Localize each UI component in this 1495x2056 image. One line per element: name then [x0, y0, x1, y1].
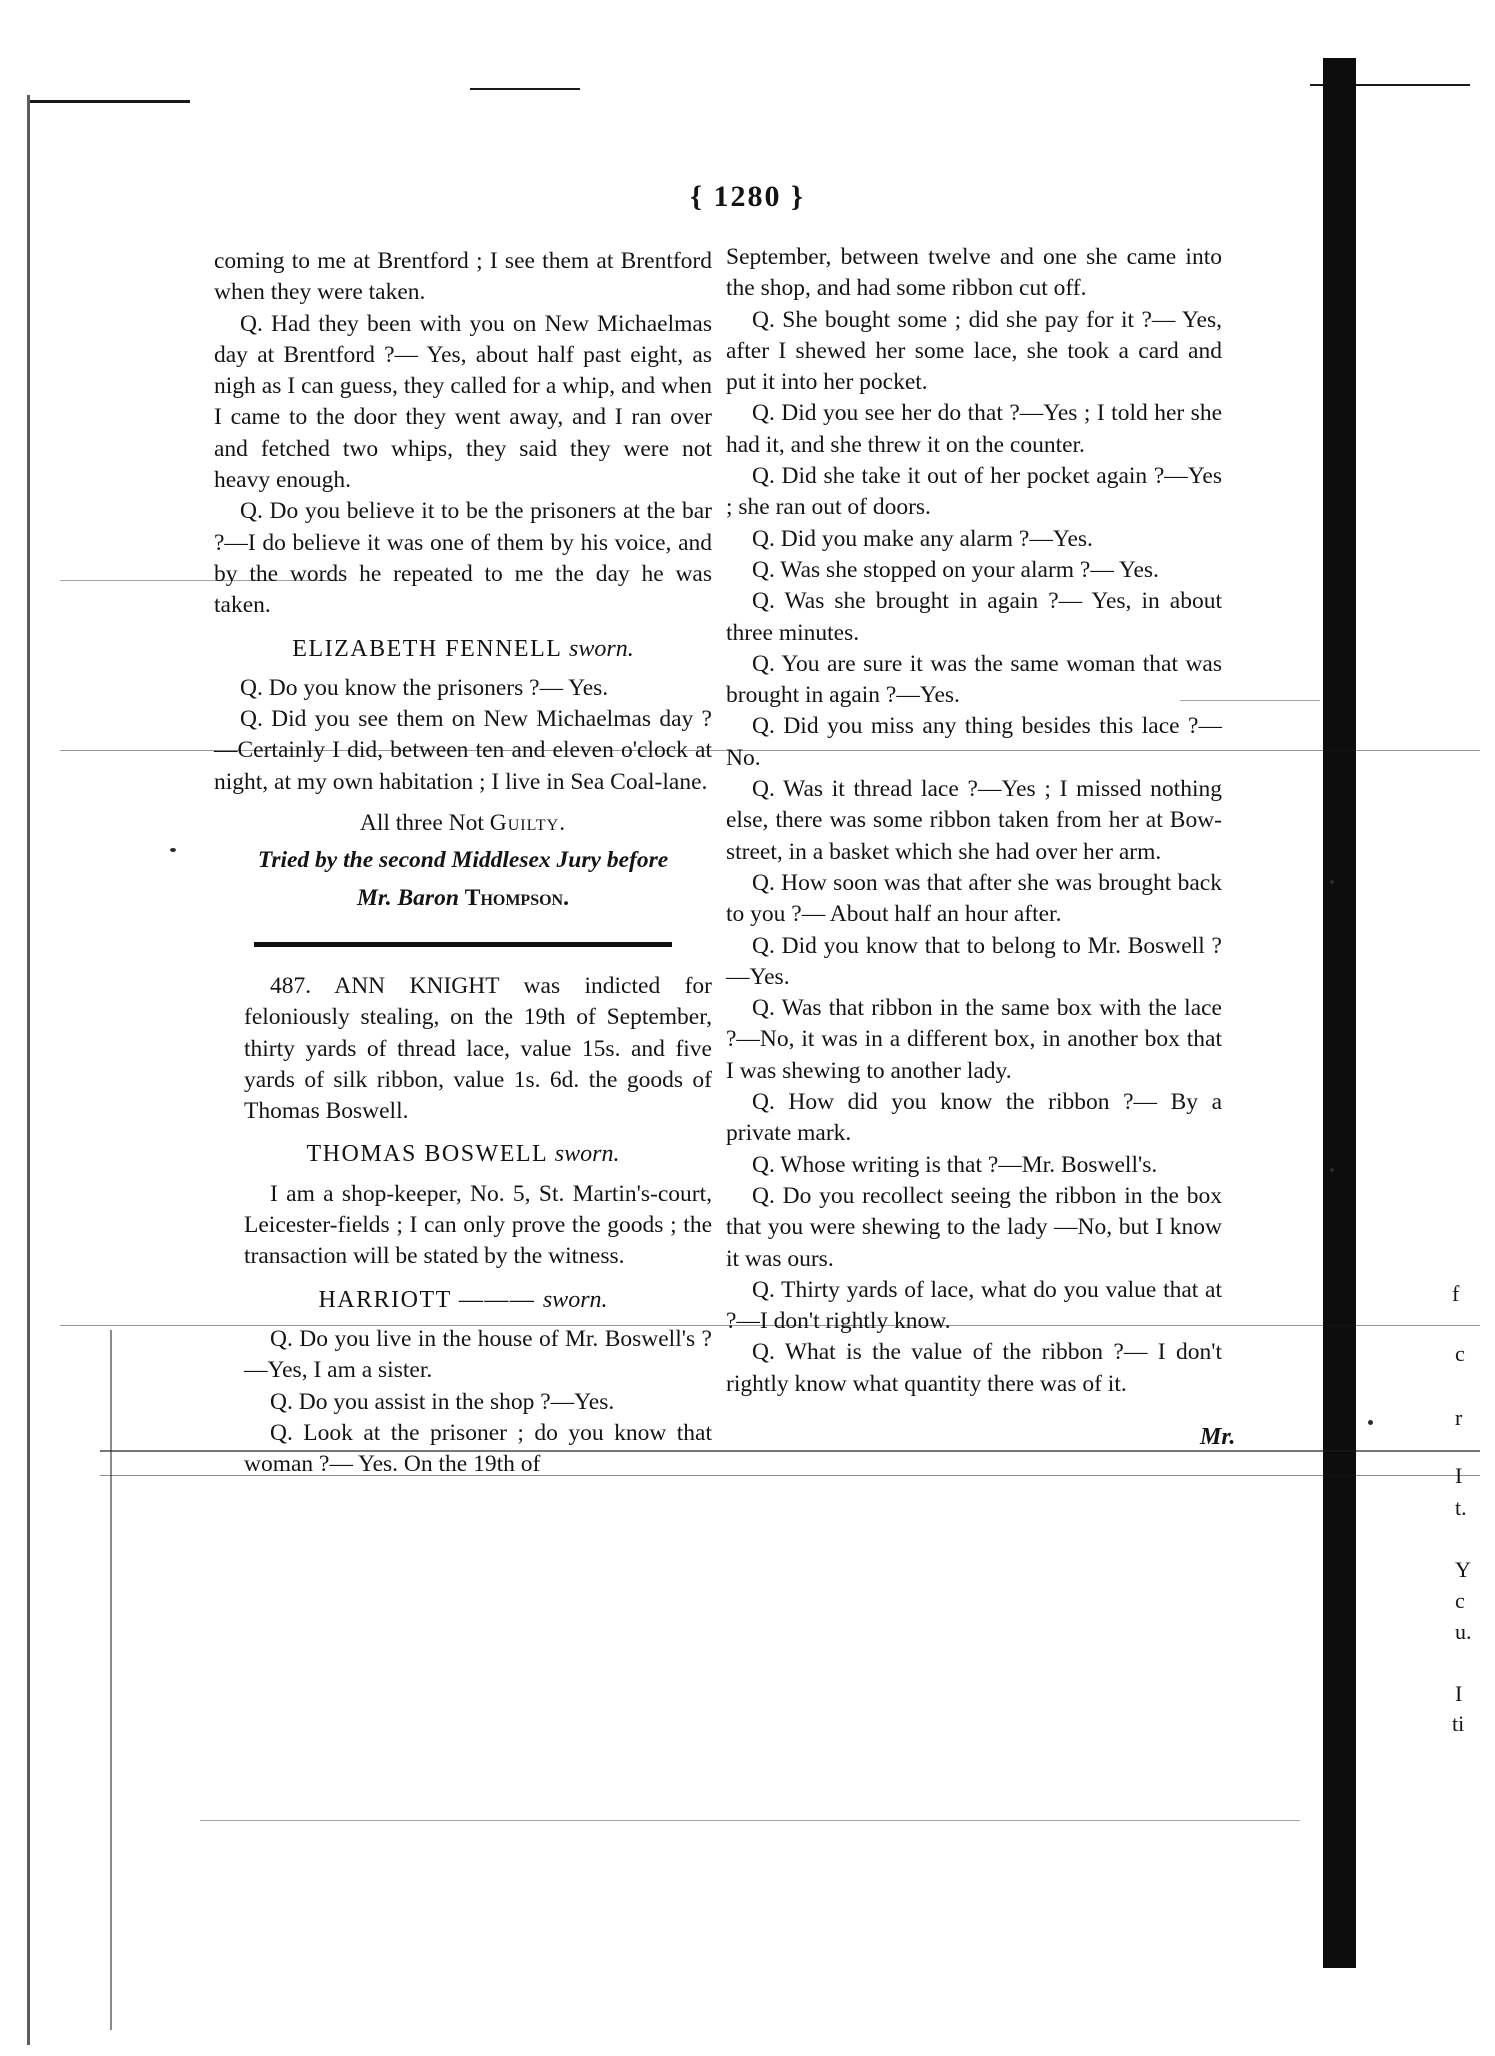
paragraph: Q. How did you know the ribbon ?— By a private mark.: [726, 1089, 1222, 1147]
paragraph: Q. Whose writing is that ?—Mr. Boswell's.: [752, 1151, 1158, 1178]
sworn-label: sworn.: [542, 1286, 608, 1313]
paragraph: Q. Did she take it out of her pocket again ?—Yes ; she ran out of doors.: [726, 463, 1222, 521]
paragraph: Q. Did you make any alarm ?—Yes.: [752, 525, 1093, 552]
paragraph: coming to me at Brentford ; I see them at Brentford when they were taken.: [214, 248, 712, 306]
paragraph: Q. Was that ribbon in the same box with the lace ?—No, it was in a different box, in another box that I was shewing to another lady.: [726, 995, 1222, 1084]
paragraph: Q. Look at the prisoner ; do you know that woman ?— Yes. On the 19th of: [244, 1419, 712, 1478]
paragraph: Q. She bought some ; did she pay for it ?— Yes, after I shewed her some lace, she took a card and put it into her pocket.: [726, 306, 1222, 396]
paragraph: Q. Do you believe it to be the prisoners at the bar ?—I do believe it was one of them by his voice, and by the words he repeated to me the day he was taken.: [214, 498, 712, 619]
left-margin-line: [27, 95, 30, 2045]
edge-fragment: c: [1455, 1588, 1465, 1613]
paragraph: Q. Did you see her do that ?—Yes ; I told her she had it, and she threw it on the counter.: [726, 400, 1222, 458]
case-paragraph: 487. ANN KNIGHT was indicted for feloniously stealing, on the 19th of September, thirty yards of thread lace, value 15s. and five yards of silk ribbon, value 1s. 6d. the goods of Thomas Boswell.: [244, 972, 712, 1125]
top-rule-short: [470, 88, 580, 90]
judge-name: Thompson.: [464, 884, 569, 911]
paragraph: Q. Had they been with you on New Michaelmas day at Brentford ?— Yes, about half past eight, as nigh as I can guess, they called for a whip, and when I came to the door they went away, and I ran over and fetched two whips, they said they were not heavy enough.: [214, 310, 712, 494]
edge-fragment: ti: [1452, 1711, 1465, 1736]
catchword: Mr.: [1200, 1424, 1236, 1450]
sworn-label: sworn.: [569, 635, 634, 662]
witness-name: ELIZABETH FENNELL: [292, 635, 562, 662]
edge-fragment: I: [1455, 1681, 1463, 1706]
paragraph: Q. You are sure it was the same woman that was brought in again ?—Yes.: [726, 650, 1222, 709]
witness-heading: [214, 1285, 712, 1316]
trial-judge: [214, 883, 712, 914]
judge-title: Mr. Baron: [357, 884, 465, 911]
speck: [1330, 880, 1334, 884]
paragraph: Q. Do you live in the house of Mr. Boswell's ?—Yes, I am a sister.: [244, 1325, 712, 1384]
scan-line-5: [200, 1820, 1300, 1821]
paragraph: Q. Was she brought in again ?— Yes, in about three minutes.: [726, 588, 1222, 646]
right-column: [726, 242, 1222, 1400]
trial-note: Tried by the second Middlesex Jury before: [257, 847, 669, 874]
paragraph: Q. Did you miss any thing besides this lace ?—No.: [726, 713, 1222, 771]
witness-name: HARRIOTT ———: [318, 1286, 536, 1313]
paragraph: Q. What is the value of the ribbon ?— I don't rightly know what quantity there was of it.: [726, 1339, 1222, 1397]
verdict-guilty: Guilty.: [489, 810, 567, 837]
witness-heading: [214, 634, 712, 665]
edge-fragment: u.: [1455, 1619, 1472, 1644]
left-margin-line-2: [110, 1330, 112, 2030]
edge-fragment: I: [1455, 1463, 1463, 1488]
witness-name: THOMAS BOSWELL: [306, 1141, 548, 1168]
witness-heading: [214, 1139, 712, 1170]
verdict: [214, 808, 712, 839]
paragraph: Q. Did you see them on New Michaelmas day ?—Certainly I did, between ten and eleven o'clock at night, at my own habitation ; I live in Sea Coal-lane.: [214, 706, 712, 795]
edge-fragment: c: [1455, 1341, 1465, 1366]
paragraph: Q. How soon was that after she was brought back to you ?— About half an hour after.: [726, 869, 1222, 928]
paragraph: Q. Was it thread lace ?—Yes ; I missed nothing else, there was some ribbon taken from her at Bow-street, in a basket which she had over her arm.: [726, 776, 1222, 865]
paragraph: Q. Was she stopped on your alarm ?— Yes.: [752, 556, 1159, 583]
left-column: [214, 246, 712, 1480]
top-left-rule: [30, 100, 190, 103]
page-number: { 1280 }: [690, 180, 805, 213]
verdict-text: All three Not: [359, 810, 490, 837]
speck: [1368, 1420, 1373, 1425]
edge-fragment: f: [1452, 1281, 1460, 1306]
paragraph: Q. Do you know the prisoners ?— Yes.: [240, 674, 609, 701]
case-separator: [254, 942, 672, 947]
speck: [170, 848, 176, 852]
paragraph: Q. Thirty yards of lace, what do you value that at ?—I don't rightly know.: [726, 1276, 1222, 1335]
paragraph: Q. Do you recollect seeing the ribbon in the box that you were shewing to the lady —No, but I know it was ours.: [726, 1182, 1222, 1272]
paragraph: Q. Did you know that to belong to Mr. Boswell ?—Yes.: [726, 932, 1222, 990]
edge-fragment: r: [1455, 1405, 1463, 1430]
paragraph: September, between twelve and one she came into the shop, and had some ribbon cut off.: [726, 244, 1222, 302]
speck: [1330, 1168, 1334, 1172]
edge-fragment: Y: [1455, 1557, 1471, 1582]
right-black-edge: [1323, 58, 1356, 1968]
paragraph: I am a shop-keeper, No. 5, St. Martin's-court, Leicester-fields ; I can only prove the goods ; the transaction will be stated by the witness.: [244, 1180, 712, 1270]
paragraph: Q. Do you assist in the shop ?—Yes.: [270, 1388, 615, 1415]
sworn-label: sworn.: [554, 1141, 620, 1168]
edge-fragment: t.: [1455, 1495, 1467, 1520]
